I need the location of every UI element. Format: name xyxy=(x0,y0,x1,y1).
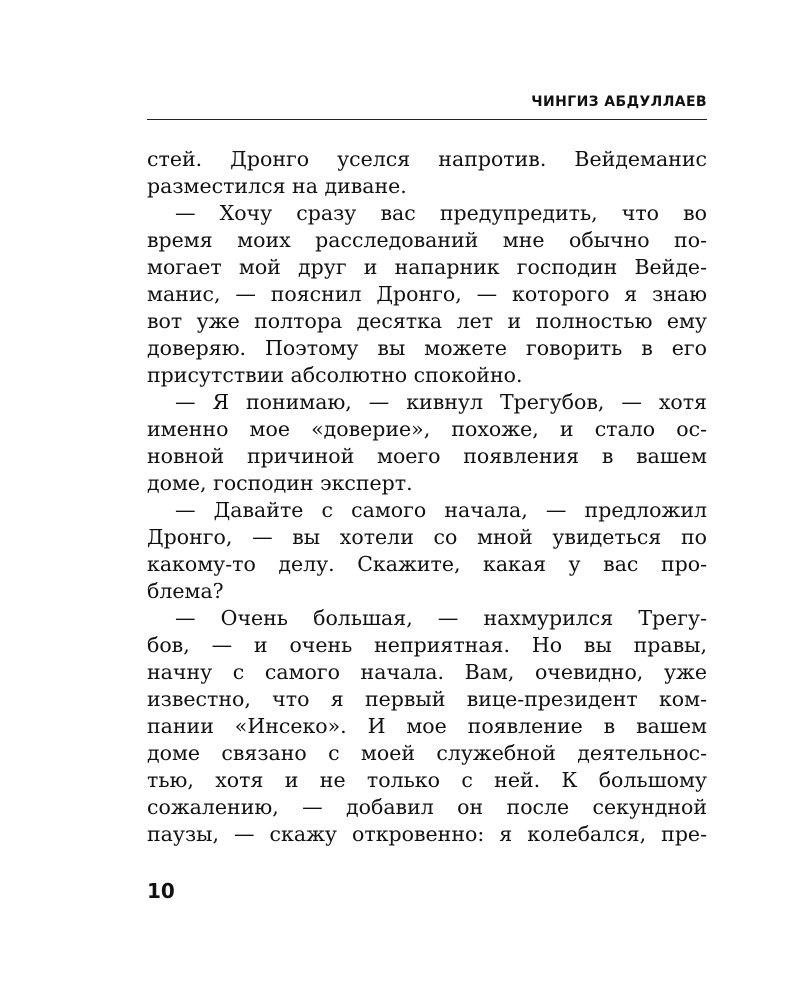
text-line: блема? xyxy=(147,579,224,603)
text-line: разместился на диване. xyxy=(147,174,407,198)
text-line: тью, хотя и не только с ней. К большому xyxy=(147,768,707,792)
text-line: вот уже полтора десятка лет и полностью ему xyxy=(147,309,707,333)
text-line: присутствии абсолютно спокойно. xyxy=(147,363,523,387)
text-line: какому-то делу. Скажите, какая у вас про- xyxy=(147,552,707,576)
text-line: время моих расследований мне обычно по- xyxy=(147,228,707,252)
text-line: именно мое «доверие», похоже, и стало ос- xyxy=(147,417,707,441)
text-line: известно, что я первый вице-президент ком- xyxy=(147,687,707,711)
text-line: новной причиной моего появления в вашем xyxy=(147,444,707,468)
text-line: пании «Инсеко». И мое появление в вашем xyxy=(147,714,707,738)
text-line: доме, господин эксперт. xyxy=(147,471,413,495)
text-line: Дронго, — вы хотели со мной увидеться по xyxy=(147,525,707,549)
text-line: могает мой друг и напарник господин Вейде- xyxy=(147,255,707,279)
header-rule xyxy=(147,119,707,120)
text-line: — Давайте с самого начала, — предложил xyxy=(175,498,707,522)
text-line: манис, — пояснил Дронго, — которого я знаю xyxy=(147,282,707,306)
text-line: бов, — и очень неприятная. Но вы правы, xyxy=(147,633,707,657)
text-line: стей. Дронго уселся напротив. Вейдеманис xyxy=(147,147,707,171)
text-line: паузы, — скажу откровенно: я колебался, пре- xyxy=(147,822,707,846)
page-number: 10 xyxy=(147,879,175,903)
text-line: — Очень большая, — нахмурился Трегу- xyxy=(175,606,707,630)
running-head-author: ЧИНГИЗ АБДУЛЛАЕВ xyxy=(531,94,707,110)
text-line: — Я понимаю, — кивнул Трегубов, — хотя xyxy=(175,390,707,414)
text-line: сожалению, — добавил он после секундной xyxy=(147,795,707,819)
text-line: начну с самого начала. Вам, очевидно, уже xyxy=(147,660,707,684)
text-line: доме связано с моей служебной деятельнос- xyxy=(147,741,707,765)
text-line: — Хочу сразу вас предупредить, что во xyxy=(175,201,707,225)
body-text xyxy=(147,146,707,848)
text-line: доверяю. Поэтому вы можете говорить в его xyxy=(147,336,707,360)
